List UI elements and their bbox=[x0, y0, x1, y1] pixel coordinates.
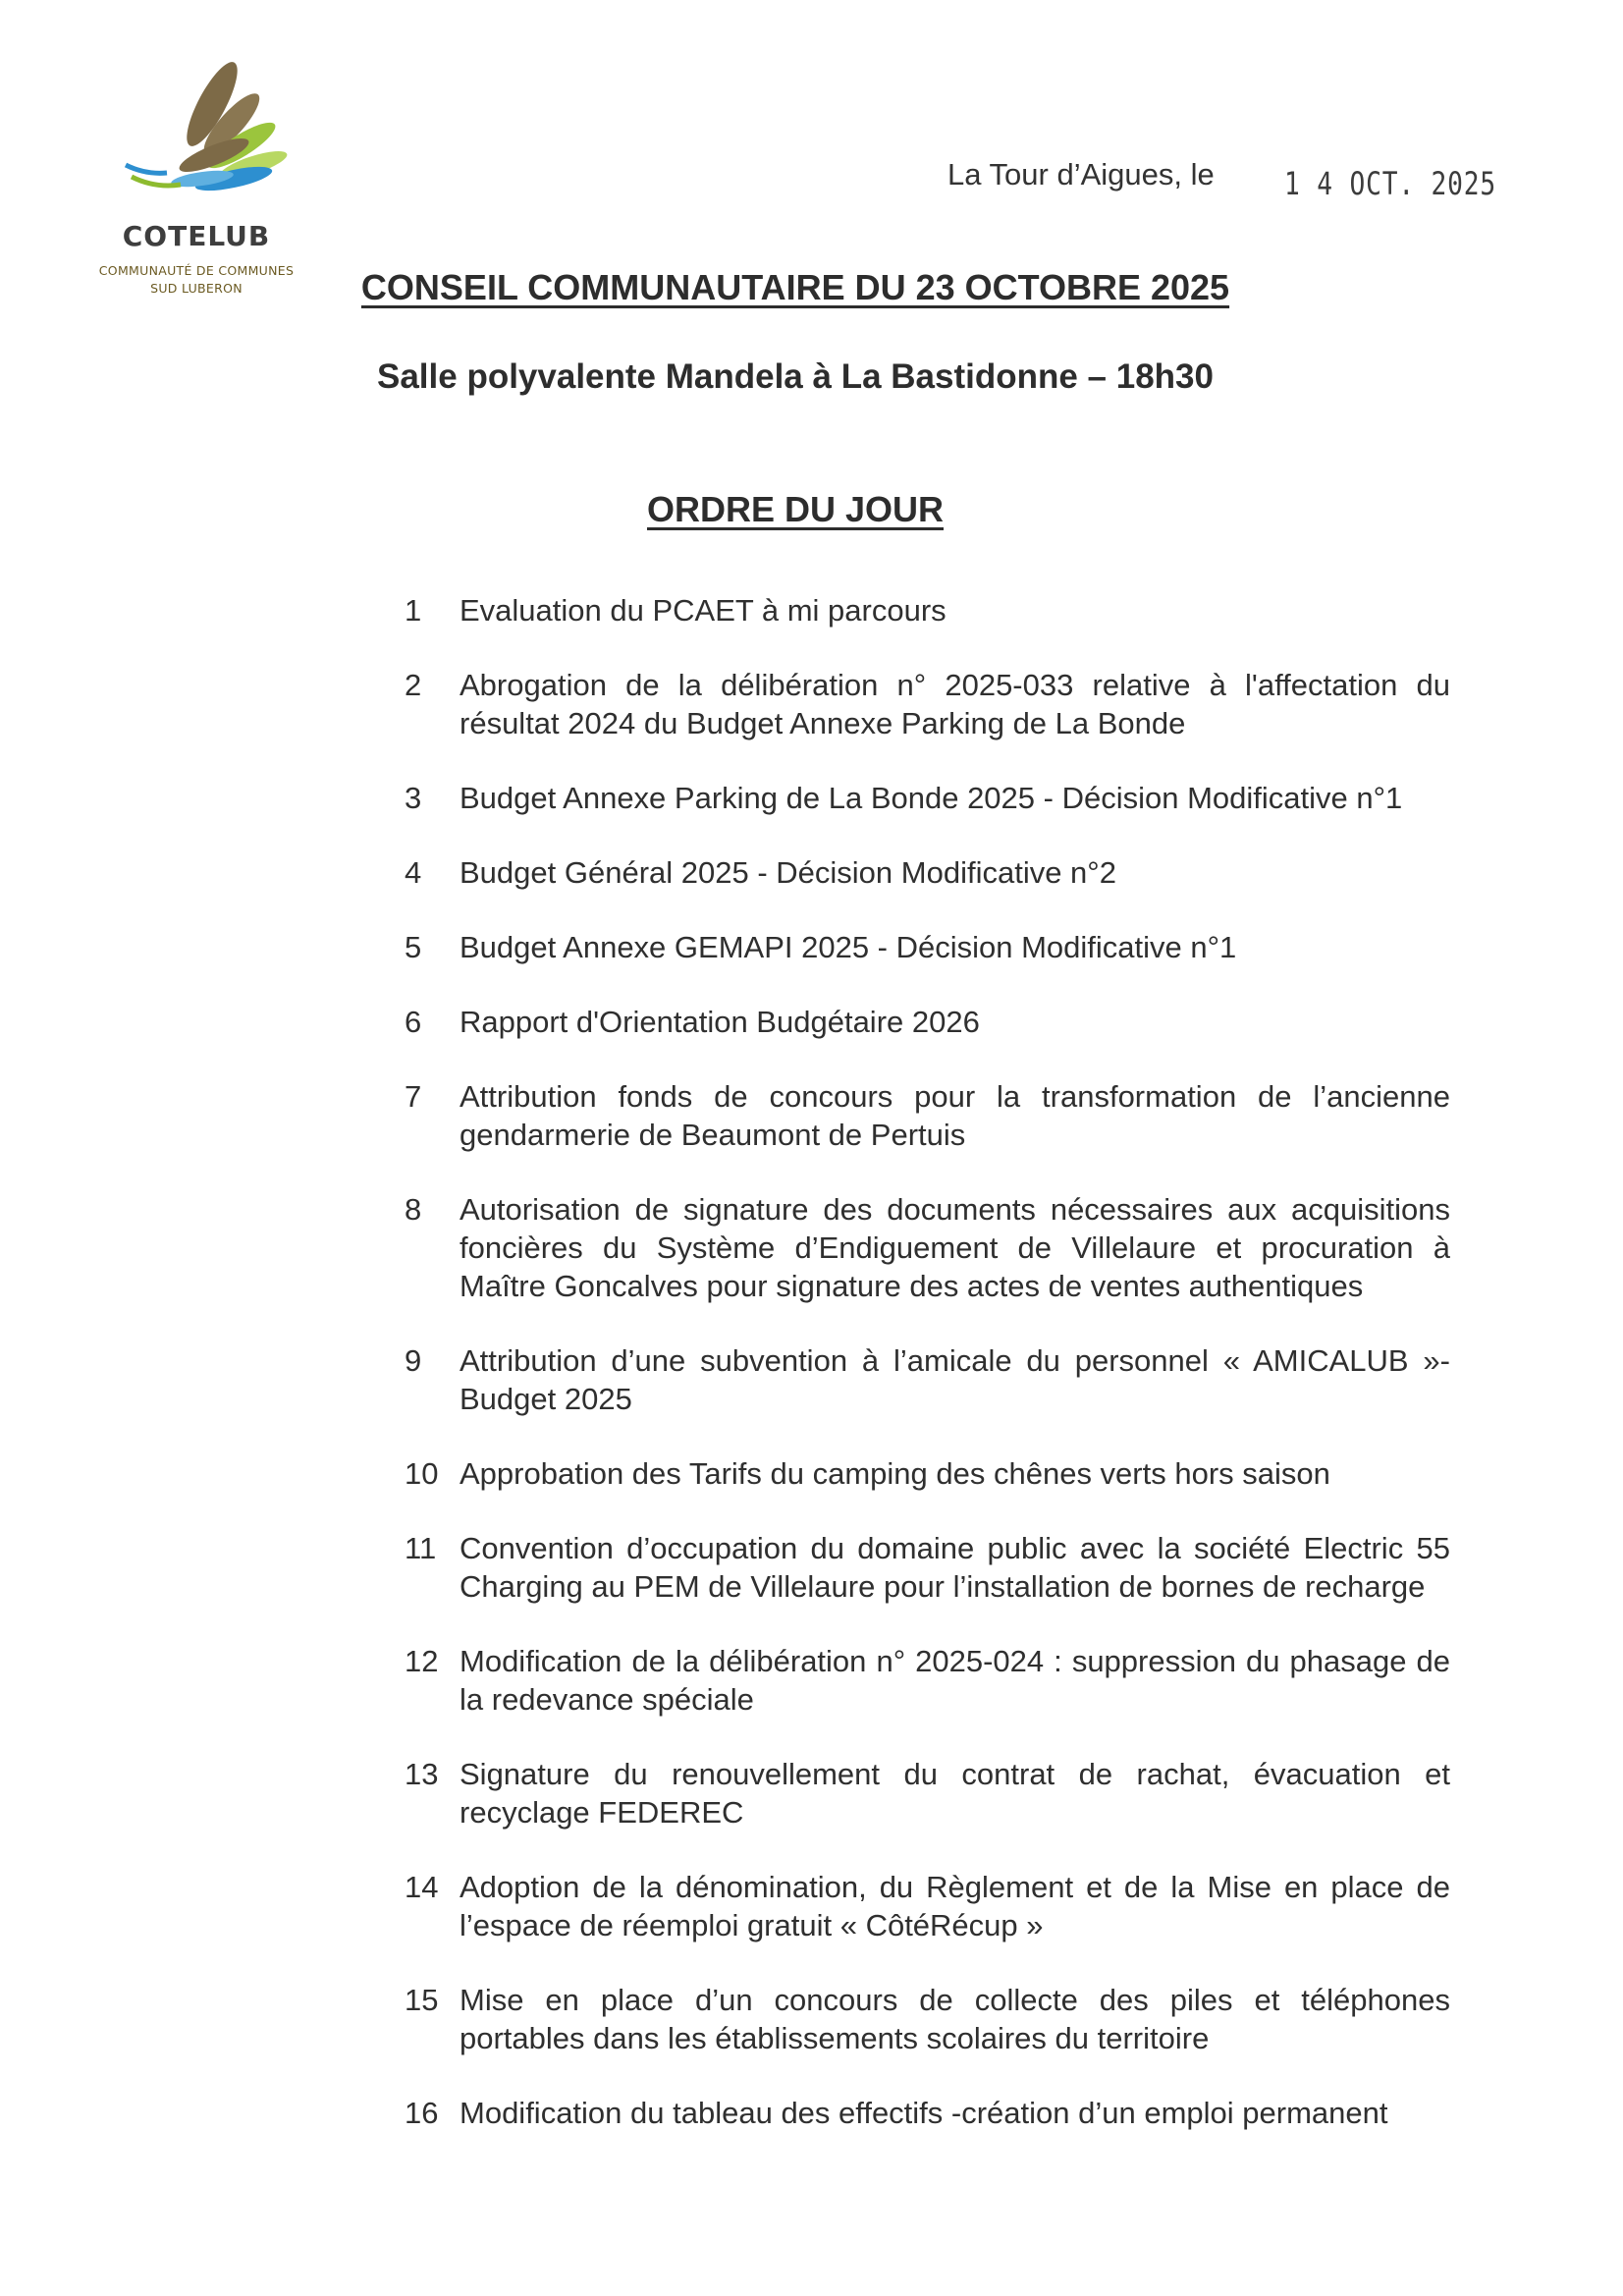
page-title: CONSEIL COMMUNAUTAIRE DU 23 OCTOBRE 2025 bbox=[360, 267, 1230, 307]
agenda-item-text: Attribution fonds de concours pour la transformation de l’ancienne gendarmerie de Beaumont de Pertuis bbox=[460, 1079, 1450, 1152]
agenda-item-text: Approbation des Tarifs du camping des chênes verts hors saison bbox=[460, 1456, 1330, 1491]
agenda-item bbox=[405, 853, 1450, 892]
agenda-item-number: 13 bbox=[405, 1757, 439, 1791]
agenda-list bbox=[405, 591, 1450, 2132]
agenda-item-text: Mise en place d’un concours de collecte des piles et téléphones portables dans les établissements scolaires du territoire bbox=[460, 1983, 1450, 2055]
agenda-item-number: 8 bbox=[405, 1192, 422, 1227]
agenda-item-text: Rapport d'Orientation Budgétaire 2026 bbox=[460, 1005, 980, 1039]
logo-name: COTELUB bbox=[122, 220, 271, 252]
agenda-item-number: 16 bbox=[405, 2096, 439, 2130]
agenda-item bbox=[405, 1341, 1450, 1418]
agenda-item-text: Autorisation de signature des documents nécessaires aux acquisitions foncières du Système d’Endiguement de Villelaure et procuration à Maître Goncalves pour signature des actes de ventes authentiques bbox=[460, 1192, 1450, 1303]
agenda-item bbox=[405, 1077, 1450, 1154]
agenda-item-number: 14 bbox=[405, 1870, 439, 1904]
logo-subtitle-line2: SUD LUBERON bbox=[150, 281, 243, 296]
agenda-item bbox=[405, 666, 1450, 742]
agenda-item-text: Adoption de la dénomination, du Règlement et de la Mise en place de l’espace de réemploi gratuit « CôtéRécup » bbox=[460, 1870, 1450, 1942]
agenda-item-number: 3 bbox=[405, 781, 422, 815]
agenda-item bbox=[405, 2094, 1450, 2132]
agenda-item-text: Convention d’occupation du domaine public avec la société Electric 55 Charging au PEM de Villelaure pour l’installation de bornes de recharge bbox=[460, 1531, 1450, 1604]
agenda-item-number: 4 bbox=[405, 855, 422, 890]
agenda-item-number: 15 bbox=[405, 1983, 439, 2017]
agenda-item-number: 6 bbox=[405, 1005, 422, 1039]
agenda-item-number: 9 bbox=[405, 1343, 422, 1378]
agenda-item bbox=[405, 1003, 1450, 1041]
agenda-item-number: 10 bbox=[405, 1456, 439, 1491]
logo-subtitle-line1: COMMUNAUTÉ DE COMMUNES bbox=[98, 263, 295, 278]
agenda-item-text: Budget Général 2025 - Décision Modificative n°2 bbox=[460, 855, 1116, 890]
agenda-item bbox=[405, 1981, 1450, 2057]
agenda-item-text: Attribution d’une subvention à l’amicale du personnel « AMICALUB »- Budget 2025 bbox=[460, 1343, 1450, 1416]
agenda-item-text: Budget Annexe Parking de La Bonde 2025 - Décision Modificative n°1 bbox=[460, 781, 1403, 815]
agenda-item-number: 12 bbox=[405, 1644, 439, 1678]
agenda-item bbox=[405, 928, 1450, 966]
agenda-item-number: 1 bbox=[405, 593, 422, 628]
agenda-item-number: 5 bbox=[405, 930, 422, 964]
agenda-item-text: Budget Annexe GEMAPI 2025 - Décision Modificative n°1 bbox=[460, 930, 1237, 964]
agenda-item-text: Modification de la délibération n° 2025-024 : suppression du phasage de la redevance spéciale bbox=[460, 1644, 1450, 1717]
agenda-item bbox=[405, 1529, 1450, 1606]
agenda-item bbox=[405, 779, 1450, 817]
agenda-heading: ORDRE DU JOUR bbox=[646, 489, 945, 529]
agenda-item-number: 11 bbox=[405, 1531, 437, 1565]
stamp-date: 1 4 OCT. 2025 bbox=[1284, 165, 1497, 202]
agenda-item bbox=[405, 1190, 1450, 1305]
agenda-item-text: Evaluation du PCAET à mi parcours bbox=[460, 593, 947, 628]
agenda-item-text: Signature du renouvellement du contrat de rachat, évacuation et recyclage FEDEREC bbox=[460, 1757, 1450, 1830]
agenda-item bbox=[405, 1755, 1450, 1831]
agenda-item-text: Abrogation de la délibération n° 2025-033 relative à l'affectation du résultat 2024 du Budget Annexe Parking de La Bonde bbox=[460, 668, 1450, 740]
agenda-item-number: 2 bbox=[405, 668, 422, 702]
agenda-item-number: 7 bbox=[405, 1079, 422, 1114]
agenda-item-text: Modification du tableau des effectifs -création d’un emploi permanent bbox=[460, 2096, 1388, 2130]
place-date: La Tour d’Aigues, le bbox=[947, 157, 1215, 191]
agenda-item bbox=[405, 1454, 1450, 1493]
agenda-item bbox=[405, 591, 1450, 629]
agenda-item bbox=[405, 1868, 1450, 1944]
agenda-item bbox=[405, 1642, 1450, 1719]
cotelub-leaves-icon bbox=[86, 41, 306, 218]
meeting-location: Salle polyvalente Mandela à La Bastidonne – 18h30 bbox=[377, 357, 1214, 396]
